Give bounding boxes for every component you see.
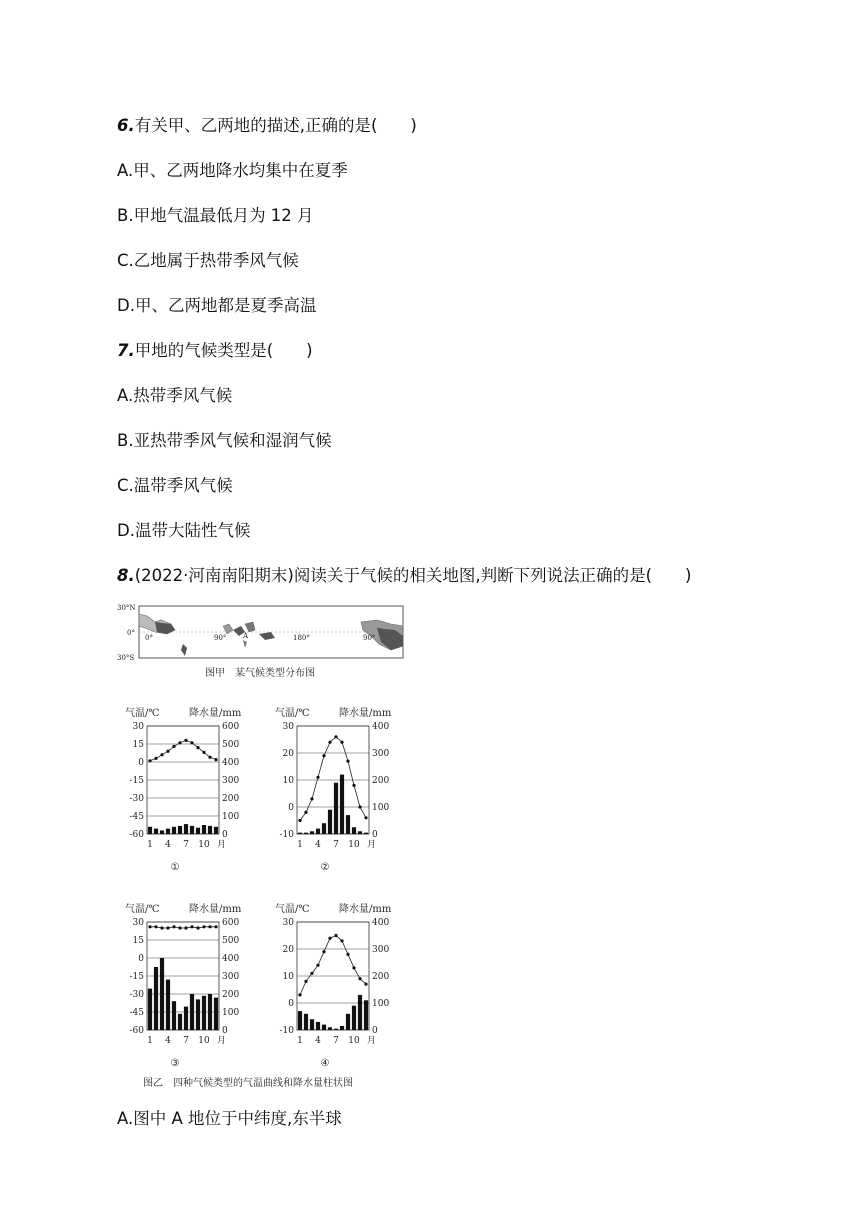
temperature-point [364, 816, 367, 819]
precipitation-bar [304, 1014, 308, 1030]
temperature-point [304, 980, 307, 983]
lat-label: 0° [127, 629, 135, 637]
temperature-point [190, 741, 193, 744]
precipitation-bar [316, 829, 320, 834]
precipitation-tick-label: 200 [222, 990, 240, 1000]
precipitation-bar [148, 827, 152, 834]
temperature-point [202, 751, 205, 754]
temperature-tick-label: -10 [279, 1026, 294, 1036]
temperature-point [178, 741, 181, 744]
precipitation-bar [148, 989, 152, 1030]
precipitation-bar [334, 1029, 338, 1030]
temperature-point [148, 759, 151, 762]
temperature-curve [300, 936, 366, 995]
month-tick-label: 7 [183, 1036, 189, 1046]
temperature-point [334, 934, 337, 937]
precipitation-tick-label: 100 [372, 803, 390, 813]
precipitation-bar [190, 826, 194, 834]
precipitation-bar [322, 823, 326, 834]
precipitation-bar [358, 995, 362, 1030]
precipitation-tick-label: 0 [222, 830, 228, 840]
chart-id-label: ② [320, 862, 330, 873]
temperature-tick-label: -30 [129, 794, 144, 804]
temperature-point [298, 993, 301, 996]
precipitation-bar [178, 1014, 182, 1030]
precipitation-bar [196, 828, 200, 834]
precipitation-axis-label: 降水量/mm [189, 904, 242, 915]
temperature-tick-label: -45 [129, 812, 144, 822]
lat-label: 30°S [117, 654, 135, 662]
temperature-point [304, 811, 307, 814]
q6-option-b[interactable]: B.甲地气温最低月为 12 月 [117, 206, 314, 225]
precipitation-tick-label: 0 [372, 830, 378, 840]
temperature-point [316, 776, 319, 779]
temperature-point [160, 926, 163, 929]
precipitation-bar [160, 958, 164, 1030]
temperature-point [358, 805, 361, 808]
precipitation-tick-label: 100 [372, 999, 390, 1009]
climate-chart-1 [125, 706, 242, 873]
precipitation-tick-label: 200 [372, 776, 390, 786]
temperature-point [310, 797, 313, 800]
temperature-point [358, 977, 361, 980]
temperature-point [196, 746, 199, 749]
question-number: 8. [117, 566, 135, 585]
temperature-axis-label: 气温/℃ [275, 904, 310, 915]
temperature-tick-label: 10 [282, 776, 294, 786]
temperature-point [352, 966, 355, 969]
precipitation-tick-label: 500 [222, 936, 240, 946]
q7-option-b[interactable]: B.亚热带季风气候和湿润气候 [117, 431, 332, 450]
month-tick-label: 1 [147, 1036, 153, 1046]
q6-option-c[interactable]: C.乙地属于热带季风气候 [117, 251, 299, 270]
temperature-point [166, 750, 169, 753]
temperature-point [298, 819, 301, 822]
precipitation-tick-label: 200 [372, 972, 390, 982]
month-tick-label: 7 [333, 840, 339, 850]
temperature-tick-label: 30 [282, 722, 294, 732]
map-caption: 图甲 某气候类型分布图 [205, 668, 315, 679]
temperature-point [172, 745, 175, 748]
precipitation-bar [340, 775, 344, 834]
precipitation-axis-label: 降水量/mm [189, 708, 242, 719]
temperature-point [196, 926, 199, 929]
climate-chart-4 [275, 902, 392, 1069]
month-tick-label: 10 [198, 840, 210, 850]
month-unit-label: 月 [367, 1036, 377, 1046]
precipitation-tick-label: 200 [222, 794, 240, 804]
precipitation-bar [298, 833, 302, 834]
q8-option-a[interactable]: A.图中 A 地位于中纬度,东半球 [117, 1109, 342, 1128]
precipitation-bar [184, 824, 188, 834]
precipitation-bar [304, 833, 308, 834]
month-tick-label: 10 [198, 1036, 210, 1046]
temperature-point [208, 925, 211, 928]
temperature-point [172, 925, 175, 928]
precipitation-bar [310, 1019, 314, 1030]
temperature-point [328, 937, 331, 940]
lon-label: 180° [293, 634, 310, 642]
temperature-tick-label: 0 [138, 758, 144, 768]
temperature-point [364, 983, 367, 986]
q6-option-d[interactable]: D.甲、乙两地都是夏季高温 [117, 296, 317, 315]
temperature-point [184, 739, 187, 742]
temperature-point [148, 925, 151, 928]
temperature-tick-label: 0 [288, 803, 294, 813]
precipitation-tick-label: 300 [222, 972, 240, 982]
precipitation-bar [214, 998, 218, 1030]
temperature-point [346, 953, 349, 956]
month-tick-label: 1 [297, 840, 303, 850]
precipitation-bar [310, 831, 314, 834]
precipitation-tick-label: 400 [222, 954, 240, 964]
precipitation-bar [328, 1027, 332, 1030]
precipitation-bar [208, 826, 212, 834]
temperature-point [166, 926, 169, 929]
temperature-tick-label: -45 [129, 1008, 144, 1018]
temperature-point [178, 926, 181, 929]
temperature-axis-label: 气温/℃ [275, 708, 310, 719]
precipitation-tick-label: 400 [372, 918, 390, 928]
temperature-tick-label: 10 [282, 972, 294, 982]
temperature-tick-label: 0 [288, 999, 294, 1009]
precipitation-bar [172, 1001, 176, 1030]
temperature-point [154, 757, 157, 760]
question-6-stem [117, 116, 417, 136]
temperature-point [322, 754, 325, 757]
climate-chart-2 [275, 706, 392, 873]
temperature-tick-label: -60 [129, 830, 144, 840]
month-tick-label: 7 [333, 1036, 339, 1046]
temperature-tick-label: -30 [129, 990, 144, 1000]
temperature-point [160, 753, 163, 756]
question-text: (2022·河南南阳期末)阅读关于气候的相关地图,判断下列说法正确的是( ) [134, 566, 692, 585]
temperature-point [346, 760, 349, 763]
precipitation-tick-label: 600 [222, 722, 240, 732]
temperature-point [340, 939, 343, 942]
temperature-curve [150, 927, 216, 928]
q7-option-d[interactable]: D.温带大陆性气候 [117, 521, 251, 540]
month-tick-label: 10 [348, 840, 360, 850]
island-landmass [243, 640, 247, 648]
precipitation-bar [334, 783, 338, 834]
temperature-point [310, 972, 313, 975]
temperature-tick-label: 0 [138, 954, 144, 964]
precipitation-bar [298, 1011, 302, 1030]
temperature-tick-label: -15 [129, 972, 144, 982]
precipitation-tick-label: 300 [222, 776, 240, 786]
temperature-axis-label: 气温/℃ [125, 904, 160, 915]
month-tick-label: 1 [297, 1036, 303, 1046]
precipitation-bar [346, 815, 350, 834]
precipitation-axis-label: 降水量/mm [339, 708, 392, 719]
precipitation-bar [184, 1007, 188, 1030]
q7-option-c[interactable]: C.温带季风气候 [117, 476, 233, 495]
temperature-point [190, 925, 193, 928]
precipitation-tick-label: 300 [372, 945, 390, 955]
precipitation-bar [202, 996, 206, 1030]
precipitation-bar [154, 967, 158, 1030]
climate-chart-3 [125, 902, 242, 1069]
temperature-point [154, 925, 157, 928]
precipitation-bar [316, 1022, 320, 1030]
precipitation-bar [166, 829, 170, 834]
question-text: 有关甲、乙两地的描述,正确的是( ) [134, 116, 417, 135]
chart-id-label: ④ [320, 1058, 330, 1069]
precipitation-tick-label: 100 [222, 812, 240, 822]
temperature-point [214, 758, 217, 761]
island-landmass [245, 622, 255, 632]
question-8-stem [117, 566, 691, 586]
month-unit-label: 月 [367, 840, 377, 850]
temperature-tick-label: 20 [282, 945, 294, 955]
precipitation-bar [346, 1014, 350, 1030]
temperature-tick-label: 30 [132, 722, 144, 732]
precipitation-tick-label: 400 [222, 758, 240, 768]
precipitation-bar [340, 1026, 344, 1030]
question-number: 7. [117, 341, 135, 360]
precipitation-bar [322, 1025, 326, 1030]
temperature-tick-label: 30 [132, 918, 144, 928]
question-7-stem [117, 341, 313, 361]
climate-zone-shading [181, 644, 187, 656]
precipitation-bar [166, 980, 170, 1030]
temperature-point [328, 741, 331, 744]
island-landmass [223, 624, 233, 634]
precipitation-bar [178, 826, 182, 834]
temperature-point [202, 925, 205, 928]
month-tick-label: 4 [315, 840, 321, 850]
temperature-tick-label: 15 [132, 740, 144, 750]
precipitation-bar [196, 999, 200, 1030]
temperature-point [208, 756, 211, 759]
precipitation-bar [352, 827, 356, 834]
chart-id-label: ③ [170, 1058, 180, 1069]
temperature-point [340, 741, 343, 744]
precipitation-bar [208, 994, 212, 1030]
point-a-label: A [243, 632, 249, 640]
temperature-point [334, 735, 337, 738]
precipitation-bar [160, 830, 164, 834]
temperature-tick-label: 15 [132, 936, 144, 946]
precipitation-bar [154, 829, 158, 834]
climate-distribution-map [115, 600, 415, 682]
precipitation-tick-label: 100 [222, 1008, 240, 1018]
temperature-tick-label: 20 [282, 749, 294, 759]
temperature-point [214, 925, 217, 928]
precipitation-bar [172, 827, 176, 834]
precipitation-bar [214, 827, 218, 834]
q7-option-a[interactable]: A.热带季风气候 [117, 386, 233, 405]
month-tick-label: 4 [315, 1036, 321, 1046]
month-unit-label: 月 [217, 1036, 227, 1046]
temperature-tick-label: 30 [282, 918, 294, 928]
temperature-point [184, 926, 187, 929]
precipitation-bar [358, 831, 362, 834]
month-tick-label: 7 [183, 840, 189, 850]
temperature-tick-label: -10 [279, 830, 294, 840]
temperature-point [352, 784, 355, 787]
precipitation-bar [202, 825, 206, 834]
precipitation-tick-label: 500 [222, 740, 240, 750]
precipitation-axis-label: 降水量/mm [339, 904, 392, 915]
precipitation-bar [190, 994, 194, 1030]
precipitation-bar [364, 1000, 368, 1030]
question-number: 6. [117, 116, 135, 135]
precipitation-tick-label: 0 [222, 1026, 228, 1036]
month-tick-label: 4 [165, 840, 171, 850]
temperature-curve [150, 740, 216, 760]
month-tick-label: 1 [147, 840, 153, 850]
lon-label: 90° [214, 634, 227, 642]
precipitation-tick-label: 0 [372, 1026, 378, 1036]
lon-label: 90° [363, 634, 376, 642]
month-unit-label: 月 [217, 840, 227, 850]
chart-id-label: ① [170, 862, 180, 873]
temperature-axis-label: 气温/℃ [125, 708, 160, 719]
temperature-curve [300, 737, 366, 821]
climate-charts [115, 696, 415, 1096]
charts-caption: 图乙 四种气候类型的气温曲线和降水量柱状图 [143, 1078, 353, 1089]
month-tick-label: 4 [165, 1036, 171, 1046]
precipitation-tick-label: 600 [222, 918, 240, 928]
precipitation-tick-label: 300 [372, 749, 390, 759]
temperature-tick-label: -60 [129, 1026, 144, 1036]
precipitation-bar [364, 833, 368, 834]
q6-option-a[interactable]: A.甲、乙两地降水均集中在夏季 [117, 161, 348, 180]
month-tick-label: 10 [348, 1036, 360, 1046]
lon-label: 0° [145, 634, 153, 642]
question-text: 甲地的气候类型是( ) [134, 341, 313, 360]
lat-label: 30°N [117, 604, 136, 612]
temperature-point [316, 964, 319, 967]
precipitation-tick-label: 400 [372, 722, 390, 732]
climate-zone-shading [259, 632, 275, 640]
temperature-tick-label: -15 [129, 776, 144, 786]
precipitation-bar [352, 1006, 356, 1030]
precipitation-bar [328, 810, 332, 834]
temperature-point [322, 950, 325, 953]
